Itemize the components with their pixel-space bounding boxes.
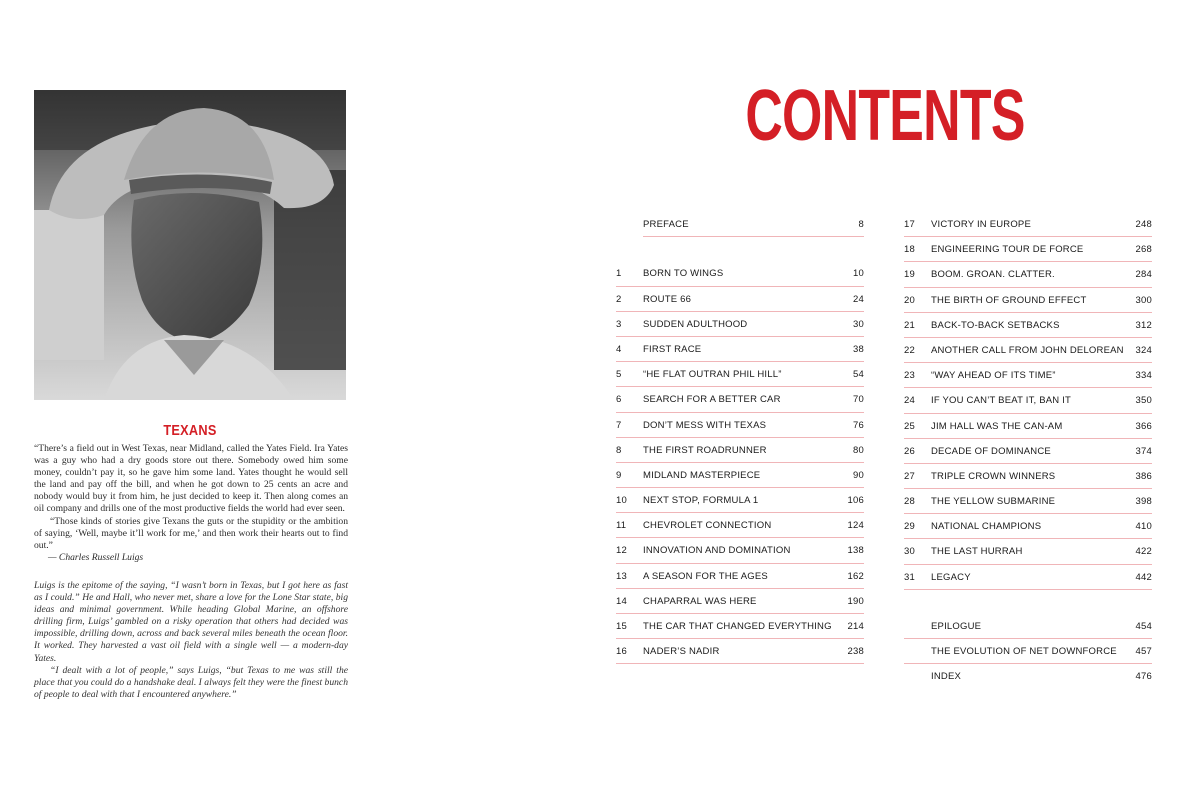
story-paragraph: “There’s a field out in West Texas, near Midland, called the Yates Field. Ira Yates was a guy who had a dry goods store out there. Somebody owed him some money, couldn’t pay it, so he gave him some land. Yates thought he would sell the land and pay off the bill, and when he got down to 25 cents an acre and nobody would buy it from him, he just decided to keep it. Then along comes an oil company and drills one of the most productive fields the world had ever seen. <box>34 443 348 515</box>
toc-entry[interactable] <box>616 337 864 362</box>
toc-chapter-title: A SEASON FOR THE AGES <box>643 570 768 582</box>
story-heading: TEXANS <box>163 422 217 439</box>
toc-chapter-number: 29 <box>904 521 915 533</box>
story-body <box>34 443 348 701</box>
toc-page-number: 284 <box>1135 269 1152 281</box>
toc-chapter-title: JIM HALL WAS THE CAN-AM <box>931 420 1063 432</box>
toc-entry[interactable] <box>904 363 1152 388</box>
toc-chapter-number: 5 <box>616 369 622 381</box>
toc-chapter-title: ENGINEERING TOUR DE FORCE <box>931 244 1084 256</box>
toc-page-number: 106 <box>847 495 864 507</box>
toc-chapter-title: LEGACY <box>931 571 971 583</box>
toc-chapter-title: ANOTHER CALL FROM JOHN DELOREAN <box>931 344 1124 356</box>
toc-entry[interactable] <box>616 513 864 538</box>
toc-chapter-number: 25 <box>904 420 915 432</box>
toc-page-number: 8 <box>858 219 864 230</box>
toc-page-number: 124 <box>847 520 864 532</box>
toc-chapter-title: BORN TO WINGS <box>643 268 724 280</box>
toc-chapter-title: NADER’S NADIR <box>643 646 720 658</box>
toc-page-number: 300 <box>1135 294 1152 306</box>
toc-page-number: 248 <box>1135 219 1152 230</box>
toc-chapter-number: 31 <box>904 571 915 583</box>
toc-chapter-title: INDEX <box>931 671 962 683</box>
toc-spacer <box>904 590 1152 614</box>
toc-chapter-number: 27 <box>904 470 915 482</box>
toc-chapter-title: TRIPLE CROWN WINNERS <box>931 470 1056 482</box>
toc-chapter-number: 15 <box>616 621 627 632</box>
toc-page-number: 366 <box>1135 420 1152 432</box>
toc-entry[interactable] <box>904 664 1152 689</box>
toc-column-left <box>616 212 864 664</box>
toc-entry[interactable] <box>904 262 1152 287</box>
portrait-illustration <box>34 90 346 400</box>
toc-chapter-number: 8 <box>616 444 622 456</box>
toc-page-number: 214 <box>847 621 864 632</box>
toc-chapter-title: THE BIRTH OF GROUND EFFECT <box>931 294 1087 306</box>
toc-chapter-title: THE YELLOW SUBMARINE <box>931 496 1056 508</box>
toc-page-number: 410 <box>1135 521 1152 533</box>
toc-chapter-number: 13 <box>616 570 627 582</box>
toc-chapter-number: 28 <box>904 496 915 508</box>
toc-chapter-number: 24 <box>904 395 915 407</box>
toc-page-number: 238 <box>847 646 864 658</box>
toc-page-number: 268 <box>1135 244 1152 256</box>
story-attribution: — Charles Russell Luigs <box>48 551 144 563</box>
toc-chapter-number: 6 <box>616 394 622 406</box>
toc-page-number: 30 <box>853 318 864 330</box>
toc-chapter-number: 16 <box>616 646 627 658</box>
toc-chapter-title: BACK-TO-BACK SETBACKS <box>931 319 1060 331</box>
toc-chapter-title: ROUTE 66 <box>643 293 692 305</box>
toc-chapter-number: 22 <box>904 344 915 356</box>
toc-chapter-title: CHAPARRAL WAS HERE <box>643 595 757 607</box>
toc-entry[interactable] <box>904 565 1152 590</box>
toc-entry[interactable] <box>616 589 864 614</box>
toc-entry[interactable] <box>904 237 1152 262</box>
toc-chapter-title: NATIONAL CHAMPIONS <box>931 521 1042 533</box>
toc-entry[interactable] <box>904 489 1152 514</box>
toc-page-number: 190 <box>847 595 864 607</box>
toc-chapter-number: 14 <box>616 595 627 607</box>
toc-entry[interactable] <box>616 438 864 463</box>
toc-chapter-title: THE EVOLUTION OF NET DOWNFORCE <box>931 646 1117 658</box>
toc-chapter-title: PREFACE <box>643 219 689 230</box>
toc-page-number: 54 <box>853 369 864 381</box>
toc-entry[interactable] <box>643 212 864 237</box>
toc-chapter-title: BOOM. GROAN. CLATTER. <box>931 269 1055 281</box>
toc-entry[interactable] <box>616 463 864 488</box>
toc-entry[interactable] <box>616 639 864 664</box>
toc-chapter-number: 2 <box>616 293 622 305</box>
toc-chapter-title: VICTORY IN EUROPE <box>931 219 1032 230</box>
toc-chapter-title: NEXT STOP, FORMULA 1 <box>643 495 759 507</box>
toc-chapter-title: EPILOGUE <box>931 621 982 632</box>
toc-page-number: 70 <box>853 394 864 406</box>
toc-page-number: 386 <box>1135 470 1152 482</box>
toc-entry[interactable] <box>904 388 1152 413</box>
toc-page-number: 398 <box>1135 496 1152 508</box>
toc-chapter-number: 18 <box>904 244 915 256</box>
story-paragraph: “Those kinds of stories give Texans the guts or the stupidity or the ambition of saying, ‘Well, maybe it’ll work for me,’ and then work their hearts out to find out.” <box>34 515 348 551</box>
toc-chapter-title: INNOVATION AND DOMINATION <box>643 545 791 557</box>
toc-page-number: 422 <box>1135 546 1152 558</box>
toc-chapter-number: 20 <box>904 294 915 306</box>
toc-chapter-number: 21 <box>904 319 915 331</box>
toc-page-number: 10 <box>853 268 864 280</box>
toc-entry[interactable] <box>904 338 1152 363</box>
toc-chapter-number: 9 <box>616 469 622 481</box>
toc-chapter-title: THE CAR THAT CHANGED EVERYTHING <box>643 621 832 632</box>
toc-page-number: 324 <box>1135 344 1152 356</box>
toc-page-number: 457 <box>1135 646 1152 658</box>
toc-chapter-title: CHEVROLET CONNECTION <box>643 520 772 532</box>
toc-entry[interactable] <box>904 539 1152 564</box>
toc-chapter-number: 11 <box>616 520 627 532</box>
toc-page-number: 442 <box>1135 571 1152 583</box>
toc-entry[interactable] <box>616 538 864 563</box>
toc-entry[interactable] <box>904 313 1152 338</box>
toc-spacer <box>616 237 864 261</box>
toc-page-number: 38 <box>853 343 864 355</box>
toc-entry[interactable] <box>904 514 1152 539</box>
toc-entry[interactable] <box>616 413 864 438</box>
toc-entry[interactable] <box>904 639 1152 664</box>
toc-page-number: 312 <box>1135 319 1152 331</box>
toc-page-number: 454 <box>1135 621 1152 632</box>
toc-entry[interactable] <box>616 387 864 412</box>
toc-chapter-title: SEARCH FOR A BETTER CAR <box>643 394 781 406</box>
toc-entry[interactable] <box>616 362 864 387</box>
toc-chapter-number: 19 <box>904 269 915 281</box>
toc-page-number: 76 <box>853 419 864 431</box>
toc-chapter-number: 1 <box>616 268 622 280</box>
toc-page-number: 80 <box>853 444 864 456</box>
story-italic-paragraph: Luigs is the epitome of the saying, “I wasn’t born in Texas, but I got here as fast as I could.” He and Hall, who never met, share a love for the Lone Star state, big ideas and minimal government. While heading Global Marine, an offshore drilling firm, Luigs’ gambled on a risky operation that others had decided was impossible, drilling down, across and back several miles beneath the ocean floor. It worked. They harvested a vast oil field with a single well — a modern-day Yates. <box>34 579 348 664</box>
toc-page-number: 350 <box>1135 395 1152 407</box>
toc-chapter-title: THE FIRST ROADRUNNER <box>643 444 767 456</box>
contents-title: CONTENTS <box>745 76 1025 156</box>
toc-chapter-number: 3 <box>616 318 622 330</box>
toc-entry[interactable] <box>904 439 1152 464</box>
toc-page-number: 374 <box>1135 445 1152 457</box>
toc-chapter-title: THE LAST HURRAH <box>931 546 1023 558</box>
toc-chapter-title: DON’T MESS WITH TEXAS <box>643 419 767 431</box>
toc-entry[interactable] <box>616 488 864 513</box>
toc-chapter-title: DECADE OF DOMINANCE <box>931 445 1051 457</box>
toc-entry[interactable] <box>904 414 1152 439</box>
toc-page-number: 24 <box>853 293 864 305</box>
toc-chapter-number: 7 <box>616 419 622 431</box>
story-italic-paragraph: “I dealt with a lot of people,” says Luigs, “but Texas to me was still the place that you could do a handshake deal. I always felt they were the finest bunch of people to deal with that I encountered anywhere.” <box>34 664 348 700</box>
portrait-photo <box>34 90 346 400</box>
toc-chapter-number: 26 <box>904 445 915 457</box>
toc-chapter-number: 4 <box>616 343 622 355</box>
toc-entry[interactable] <box>616 287 864 312</box>
toc-entry[interactable] <box>616 564 864 589</box>
toc-entry[interactable] <box>616 261 864 286</box>
toc-entry[interactable] <box>616 312 864 337</box>
toc-column-right <box>904 212 1152 690</box>
toc-entry[interactable] <box>904 614 1152 639</box>
toc-page-number: 90 <box>853 469 864 481</box>
toc-page-number: 476 <box>1135 671 1152 683</box>
toc-entry[interactable] <box>904 212 1152 237</box>
toc-chapter-number: 10 <box>616 495 627 507</box>
toc-chapter-title: MIDLAND MASTERPIECE <box>643 469 761 481</box>
toc-page-number: 138 <box>847 545 864 557</box>
toc-chapter-title: “WAY AHEAD OF ITS TIME” <box>931 370 1056 382</box>
toc-page-number: 334 <box>1135 370 1152 382</box>
toc-entry[interactable] <box>616 614 864 639</box>
toc-chapter-number: 17 <box>904 219 915 230</box>
toc-chapter-number: 23 <box>904 370 915 382</box>
toc-chapter-title: IF YOU CAN’T BEAT IT, BAN IT <box>931 395 1072 407</box>
toc-page-number: 162 <box>847 570 864 582</box>
toc-chapter-title: FIRST RACE <box>643 343 702 355</box>
toc-chapter-number: 30 <box>904 546 915 558</box>
toc-entry[interactable] <box>904 464 1152 489</box>
toc-chapter-title: SUDDEN ADULTHOOD <box>643 318 748 330</box>
toc-chapter-number: 12 <box>616 545 627 557</box>
toc-chapter-title: “HE FLAT OUTRAN PHIL HILL” <box>643 369 782 381</box>
toc-entry[interactable] <box>904 288 1152 313</box>
